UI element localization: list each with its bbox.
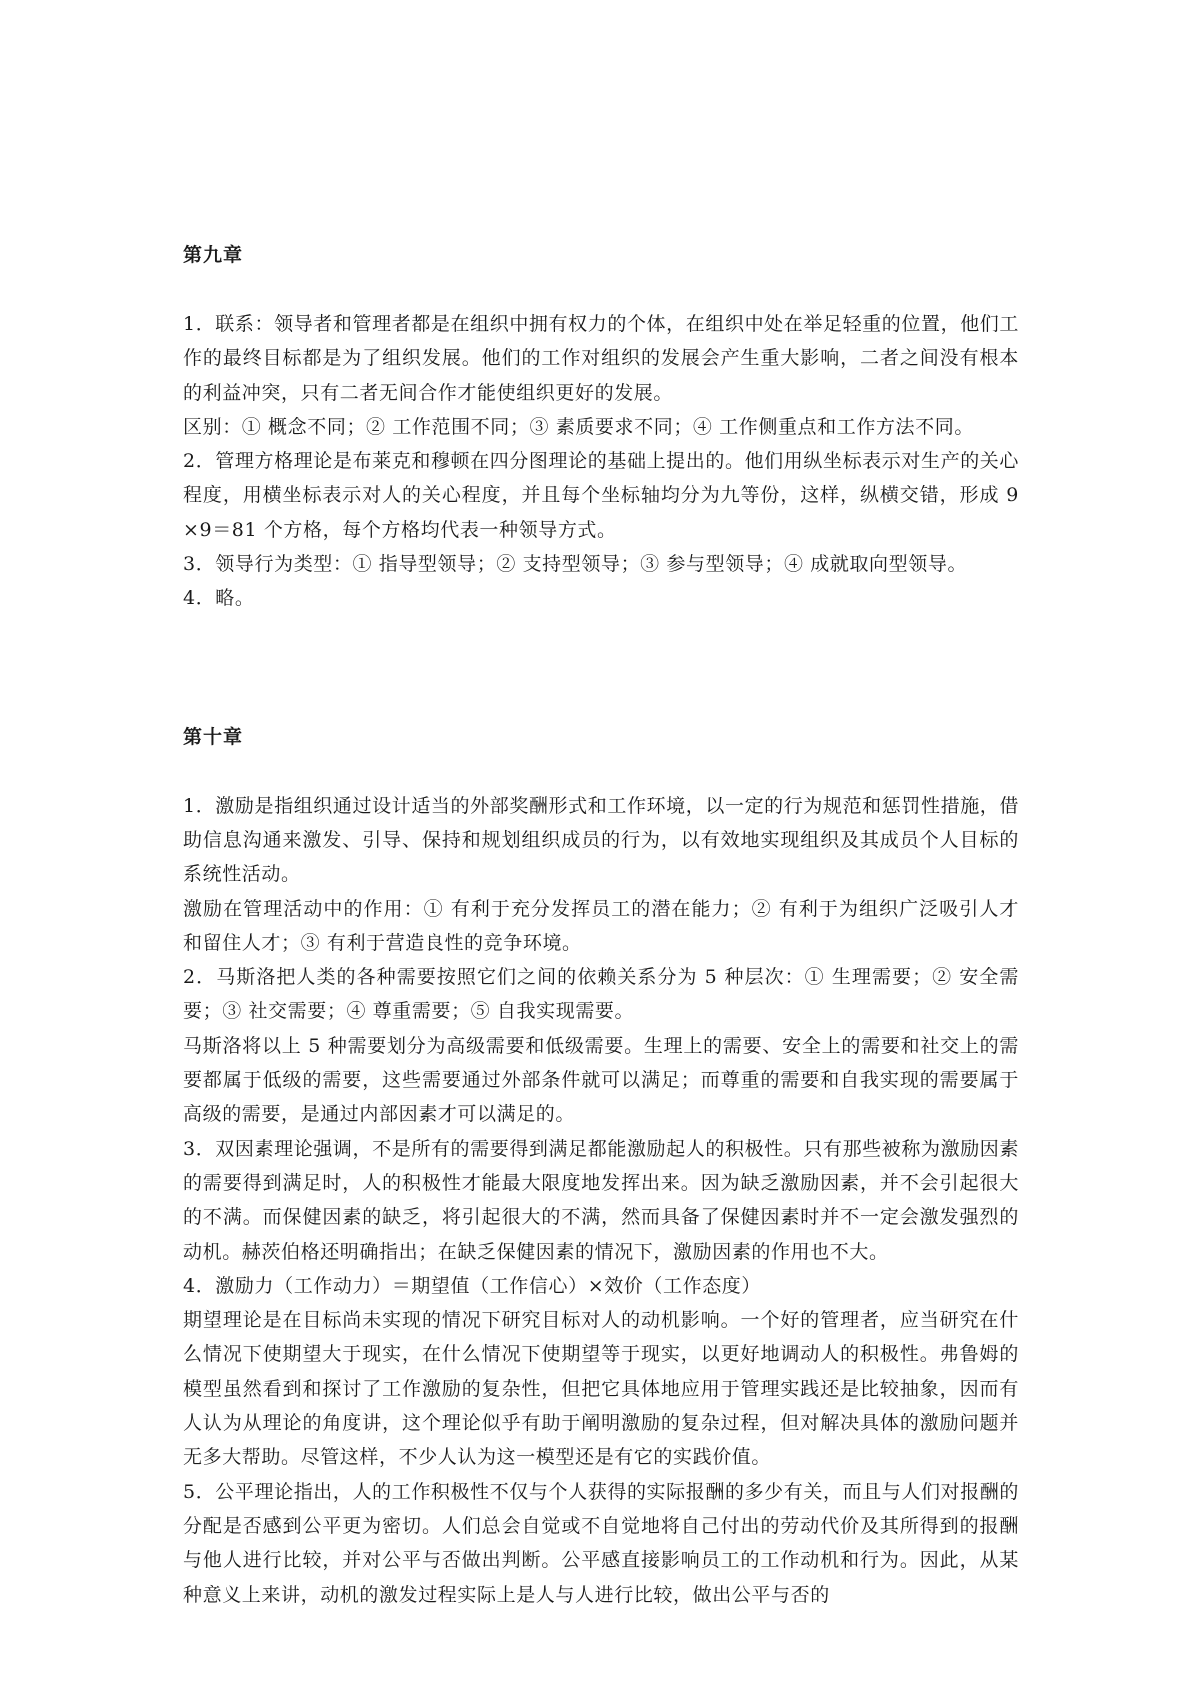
chapter-10-section: [183, 720, 1019, 1612]
chapter-9-paragraph-5: 4．略。: [183, 587, 255, 610]
chapter-9-section: [183, 238, 1019, 616]
chapter-9-paragraph-4: 3．领导行为类型：① 指导型领导；② 支持型领导；③ 参与型领导；④ 成就取向型领导。: [183, 553, 968, 576]
chapter-9-paragraph-2: 区别：① 概念不同；② 工作范围不同；③ 素质要求不同；④ 工作侧重点和工作方法不同。: [183, 415, 974, 438]
chapter-9-paragraph-3: 2．管理方格理论是布莱克和穆顿在四分图理论的基础上提出的。他们用纵坐标表示对生产的关心程度，用横坐标表示对人的关心程度，并且每个坐标轴均分为九等份，这样，纵横交错，形成 9×9＝81 个方格，每个方格均代表一种领导方式。: [183, 450, 1019, 541]
chapter-9-title: 第九章: [183, 244, 244, 266]
chapter-10-paragraph-7: 期望理论是在目标尚未实现的情况下研究目标对人的动机影响。一个好的管理者，应当研究在什么情况下使期望大于现实，在什么情况下使期望等于现实，以更好地调动人的积极性。弗鲁姆的模型虽然看到和探讨了工作激励的复杂性，但把它具体地应用于管理实践还是比较抽象，因而有人认为从理论的角度讲，这个理论似乎有助于阐明激励的复杂过程，但对解决具体的激励问题并无多大帮助。尽管这样，不少人认为这一模型还是有它的实践价值。: [183, 1309, 1019, 1469]
chapter-10-paragraph-2: 激励在管理活动中的作用：① 有利于充分发挥员工的潜在能力；② 有利于为组织广泛吸引人才和留住人才；③ 有利于营造良性的竞争环境。: [183, 897, 1019, 954]
document-page: [183, 238, 1019, 1612]
chapter-10-paragraph-6: 4．激励力（工作动力）＝期望值（工作信心）×效价（工作态度）: [183, 1274, 762, 1297]
chapter-10-paragraph-5: 3．双因素理论强调，不是所有的需要得到满足都能激励起人的积极性。只有那些被称为激励因素的需要得到满足时，人的积极性才能最大限度地发挥出来。因为缺乏激励因素，并不会引起很大的不满。而保健因素的缺乏，将引起很大的不满，然而具备了保健因素时并不一定会激发强烈的动机。赫茨伯格还明确指出；在缺乏保健因素的情况下，激励因素的作用也不大。: [183, 1137, 1019, 1263]
chapter-10-paragraph-4: 马斯洛将以上 5 种需要划分为高级需要和低级需要。生理上的需要、安全上的需要和社交上的需要都属于低级的需要，这些需要通过外部条件就可以满足；而尊重的需要和自我实现的需要属于高级的需要，是通过内部因素才可以满足的。: [183, 1034, 1019, 1126]
chapter-10-paragraph-3: 2．马斯洛把人类的各种需要按照它们之间的依赖关系分为 5 种层次：① 生理需要；② 安全需要；③ 社交需要；④ 尊重需要；⑤ 自我实现需要。: [183, 966, 1019, 1023]
chapter-9-paragraph-1: 1．联系：领导者和管理者都是在组织中拥有权力的个体，在组织中处在举足轻重的位置，他们工作的最终目标都是为了组织发展。他们的工作对组织的发展会产生重大影响，二者之间没有根本的利益冲突，只有二者无间合作才能使组织更好的发展。: [183, 313, 1019, 404]
chapter-10-paragraph-1: 1．激励是指组织通过设计适当的外部奖酬形式和工作环境，以一定的行为规范和惩罚性措施，借助信息沟通来激发、引导、保持和规划组织成员的行为，以有效地实现组织及其成员个人目标的系统性活动。: [183, 794, 1019, 886]
chapter-10-title: 第十章: [183, 725, 244, 748]
chapter-10-paragraph-8: 5．公平理论指出，人的工作积极性不仅与个人获得的实际报酬的多少有关，而且与人们对报酬的分配是否感到公平更为密切。人们总会自觉或不自觉地将自己付出的劳动代价及其所得到的报酬与他人进行比较，并对公平与否做出判断。公平感直接影响员工的工作动机和行为。因此，从某种意义上来讲，动机的激发过程实际上是人与人进行比较，做出公平与否的: [183, 1480, 1019, 1606]
